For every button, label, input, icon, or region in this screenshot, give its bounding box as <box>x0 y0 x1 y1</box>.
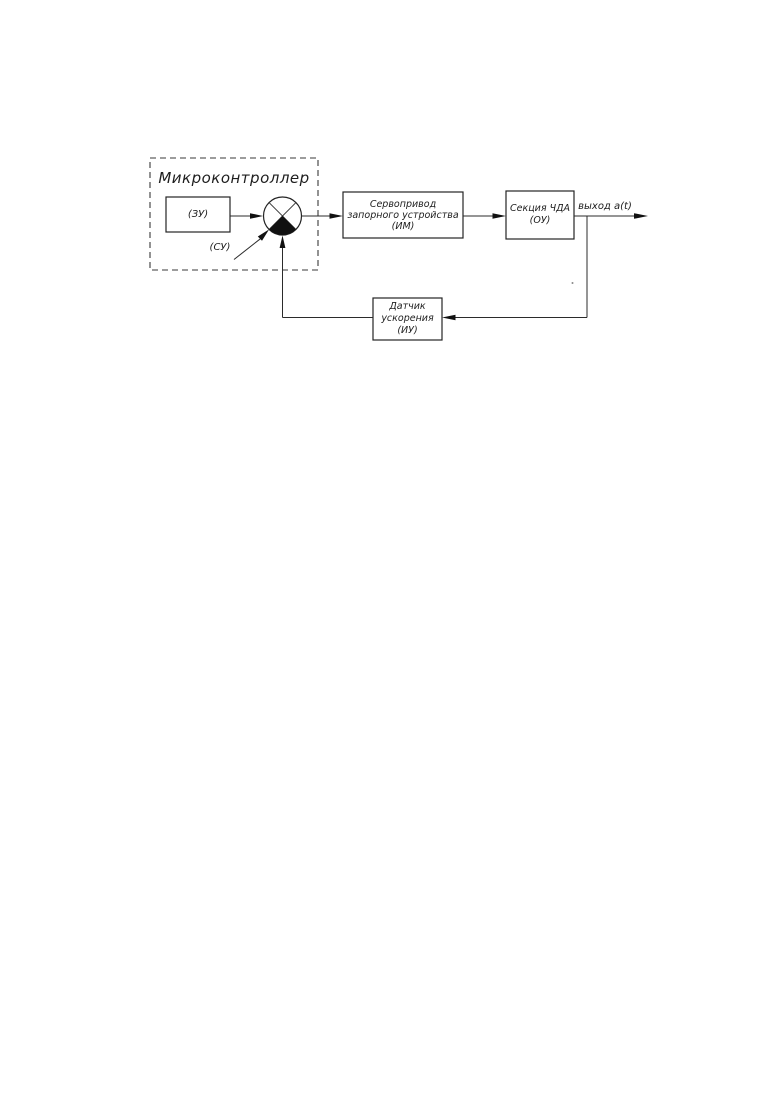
section-block-label-line1: Секция ЧДА <box>509 203 571 214</box>
arrow-feedback-to-sensor <box>442 315 587 321</box>
arrowhead <box>250 213 263 219</box>
sensor-block-label-line3: (ИУ) <box>397 325 418 336</box>
arrowhead <box>634 213 648 219</box>
section-block-label-line2: (ОУ) <box>529 215 551 226</box>
arrowhead <box>330 213 344 219</box>
arrowhead <box>493 213 507 219</box>
su-label: (СУ) <box>209 242 231 253</box>
arrow-feedback-to-sum <box>280 236 286 318</box>
sensor-block-label-line1: Датчик <box>389 301 426 312</box>
arrowhead <box>280 236 286 249</box>
summing-junction <box>264 197 302 235</box>
arrow-servo-to-section <box>463 213 506 219</box>
section-block-label <box>506 191 574 239</box>
servo-block-label-line3: (ИМ) <box>391 220 415 232</box>
servo-block-label-line2: запорного устройства <box>347 209 459 221</box>
arrow-section-to-output <box>574 213 648 219</box>
zu-block-label-text: (ЗУ) <box>187 209 209 220</box>
sensor-block-label-line2: ускорения <box>381 313 434 324</box>
servo-block-label-line1: Сервопривод <box>369 198 437 210</box>
arrow-sum-to-servo <box>302 213 344 219</box>
arrow-zu-to-sum <box>231 213 264 219</box>
microcontroller-title: Микроконтроллер <box>158 169 310 187</box>
scan-artifact-dot <box>572 282 574 284</box>
sensor-block-label <box>373 298 442 340</box>
output-signal-label: выход a(t) <box>578 201 632 212</box>
arrowhead <box>442 315 456 321</box>
servo-block-label <box>343 192 463 238</box>
zu-block-label <box>166 197 230 232</box>
